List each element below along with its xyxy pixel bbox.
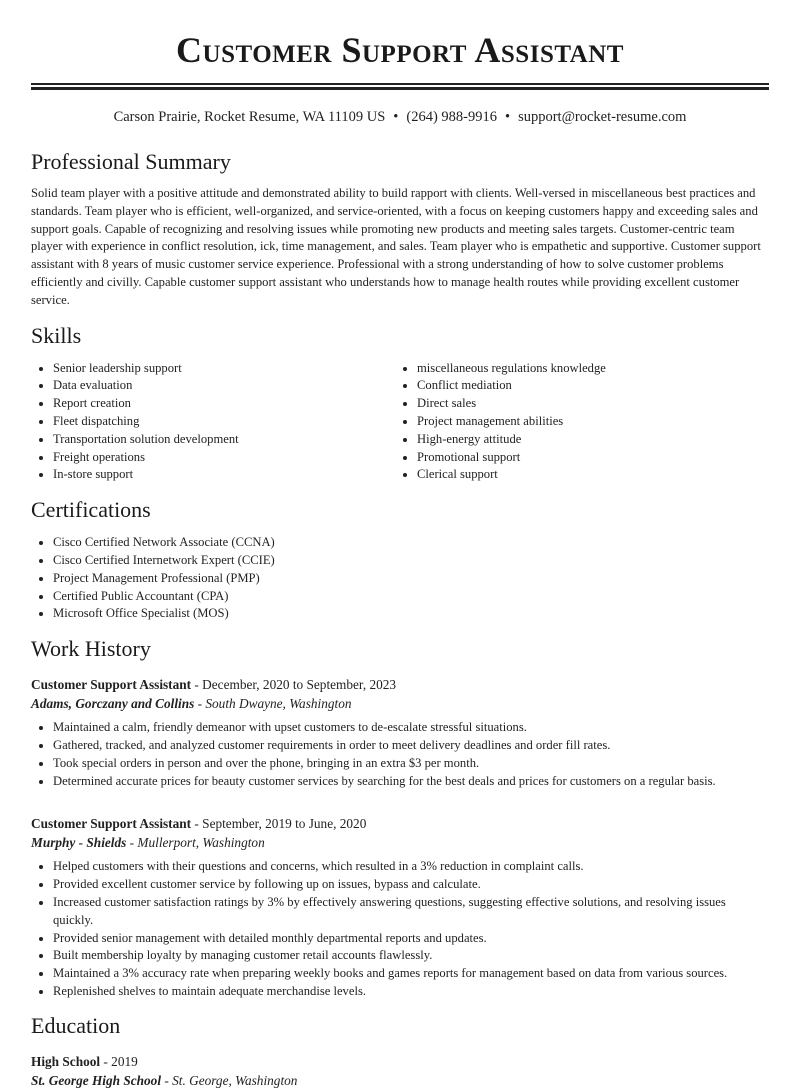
education-school: St. George High School [31,1072,162,1088]
job-location: - South Dwayne, Washington [194,696,352,712]
skill-item: • Report creation [53,395,395,413]
job-bullet: • Provided excellent customer service by following up on issues, bypass and calculate. [53,876,769,894]
header-divider-top [31,83,769,85]
skills-heading: Skills [31,322,82,348]
skill-item: • Promotional support [417,449,759,467]
contact-address: Carson Prairie, Rocket Resume, WA 11109 US [113,109,386,125]
skill-item: • Direct sales [417,395,759,413]
job-bullet: • Built membership loyalty by managing customer retail accounts flawlessly. [53,947,769,965]
job-employer: Adams, Gorczany and Collins [31,696,195,712]
education-year: - 2019 [100,1053,138,1069]
job-role: Customer Support Assistant [31,816,192,832]
job-bullet: • Took special orders in person and over the phone, bringing in an extra $3 per month. [53,755,769,773]
contact-phone: (264) 988-9916 [406,109,497,125]
job-bullet: • Maintained a 3% accuracy rate when preparing weekly books and games reports for management based on data from various sources. [53,965,769,983]
contact-line [31,108,769,126]
job-role: Customer Support Assistant [31,677,192,693]
skill-item: • High-energy attitude [417,431,759,449]
contact-separator: • [504,109,511,125]
skills-column-left [31,360,395,485]
job-dates: - December, 2020 to September, 2023 [191,677,397,693]
header-divider-bottom [31,87,769,90]
certification-item: • Microsoft Office Specialist (MOS) [53,605,769,623]
education-degree-line [31,1052,769,1071]
contact-email: support@rocket-resume.com [518,109,687,125]
skill-item: • miscellaneous regulations knowledge [417,360,759,378]
skill-item: • Transportation solution development [53,431,395,449]
job-bullets [31,858,769,1000]
certification-item: • Project Management Professional (PMP) [53,570,769,588]
job-entry [31,814,769,1000]
skills-list [31,360,769,485]
contact-separator: • [393,109,399,125]
summary-heading: Professional Summary [31,149,231,174]
education-location: - St. George, Washington [161,1072,298,1088]
resume-page [31,0,769,1090]
skill-item: • Fleet dispatching [53,413,395,431]
skill-item: • Conflict mediation [417,377,759,395]
education-heading: Education [31,1012,121,1038]
skill-item: • Senior leadership support [53,360,395,378]
summary-text: Solid team player with a positive attitude and demonstrated ability to build rapport with clients. Well-versed in miscellaneous best practices and standards. Team player who is efficient, well-organized, and service-oriented, with a focus on keeping customers happy and exceeding sales and support goals. Capable of recognizing and resolving issues while promoting new products and meeting sales targets. Customer-centric team player with experience in conflict resolution, ick, time management, and sales. Team player who is empathetic and supportive. Customer support assistant with 8 years of music customer service experience. Professional with a strong understanding of how to solve customer problems efficiently and civilly. Capable customer support assistant who understands how to manage health routes while providing excellent customer service. [31,186,761,307]
job-location: - Mullerport, Washington [126,835,265,851]
job-entry [31,675,769,790]
skill-item: • Freight operations [53,449,395,467]
job-employer-line [31,694,769,713]
job-bullet: • Replenished shelves to maintain adequate merchandise levels. [53,983,769,1001]
skill-item: • In-store support [53,466,395,484]
certification-item: • Certified Public Accountant (CPA) [53,588,769,606]
job-bullet: • Increased customer satisfaction ratings by 3% by effectively answering questions, suggesting effective solutions, and resolving issues quickly. [53,894,769,930]
skill-item: • Data evaluation [53,377,395,395]
job-bullet: • Maintained a calm, friendly demeanor with upset customers to de-escalate stressful situations. [53,719,769,737]
job-dates: - September, 2019 to June, 2020 [191,816,367,832]
job-bullet: • Determined accurate prices for beauty customer services by searching for the best deals and prices for customers on a regular basis. [53,773,769,791]
certifications-heading: Certifications [31,497,151,523]
skill-item: • Clerical support [417,466,759,484]
job-employer: Murphy - Shields [31,835,127,851]
education-entry [31,1052,769,1090]
skills-column-right [395,360,759,485]
job-bullets [31,719,769,790]
job-bullet: • Gathered, tracked, and analyzed customer requirements in order to meet delivery deadlines and order fill rates. [53,737,769,755]
job-employer-line [31,833,769,852]
certifications-list [31,534,769,623]
work-history-heading: Work History [31,636,151,662]
education-school-line [31,1071,769,1090]
job-bullet: • Helped customers with their questions and concerns, which resulted in a 3% reduction in complaint calls. [53,858,769,876]
job-title-line [31,814,769,833]
skill-item: • Project management abilities [417,413,759,431]
job-title-line [31,675,769,694]
certification-item: • Cisco Certified Internetwork Expert (CCIE) [53,552,769,570]
certification-item: • Cisco Certified Network Associate (CCNA) [53,534,769,552]
candidate-name: Customer Support Assistant [176,30,624,70]
job-bullet: • Provided senior management with detailed monthly departmental reports and updates. [53,930,769,948]
education-degree: High School [31,1053,101,1069]
